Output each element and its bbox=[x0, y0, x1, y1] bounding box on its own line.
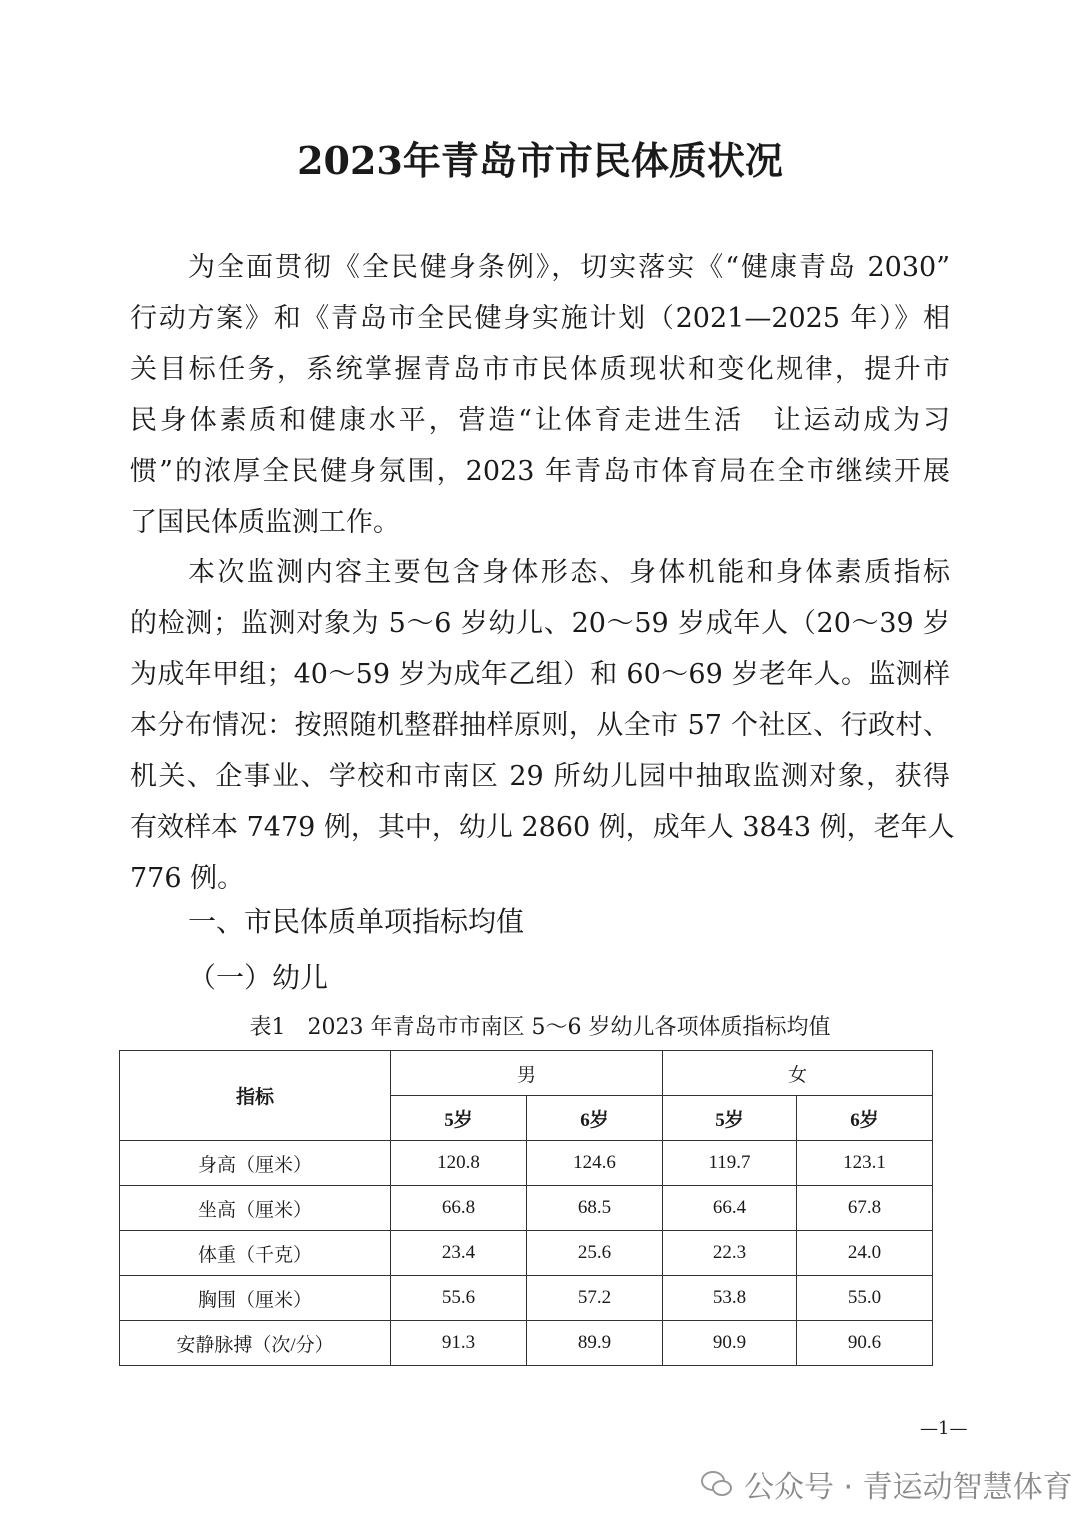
row-label: 坐高（厘米） bbox=[120, 1186, 391, 1231]
document-title: 2023年青岛市市民体质状况 bbox=[297, 138, 783, 183]
text-line: 776 例。 bbox=[130, 863, 245, 894]
cell-value: 25.6 bbox=[527, 1231, 663, 1276]
wechat-icon bbox=[700, 1469, 734, 1499]
section-heading: 一、市民体质单项指标均值 bbox=[188, 905, 525, 938]
page-number: —1— bbox=[920, 1418, 968, 1439]
text-line: 为成年甲组；40～59 岁为成年乙组）和 60～69 岁老年人。监测样 bbox=[130, 659, 950, 690]
cell-value: 119.7 bbox=[663, 1141, 797, 1186]
header-age: 5岁 bbox=[663, 1096, 797, 1141]
table-row bbox=[120, 1321, 933, 1366]
row-label: 胸围（厘米） bbox=[120, 1276, 391, 1321]
cell-value: 53.8 bbox=[663, 1276, 797, 1321]
row-label: 安静脉搏（次/分） bbox=[120, 1321, 391, 1366]
cell-value: 68.5 bbox=[527, 1186, 663, 1231]
cell-value: 67.8 bbox=[796, 1186, 932, 1231]
text-line: 行动方案》和《青岛市全民健身实施计划（2021—2025 年）》相 bbox=[130, 303, 950, 334]
cell-value: 90.6 bbox=[796, 1321, 932, 1366]
text-line: 为全面贯彻《全民健身条例》，切实落实《“健康青岛 2030” bbox=[188, 252, 950, 283]
table-row bbox=[120, 1276, 933, 1321]
table-row bbox=[120, 1186, 933, 1231]
text-line: 的检测；监测对象为 5～6 岁幼儿、20～59 岁成年人（20～39 岁 bbox=[130, 608, 950, 639]
watermark bbox=[700, 1462, 1073, 1506]
header-age: 6岁 bbox=[527, 1096, 663, 1141]
header-indicator: 指标 bbox=[120, 1051, 391, 1141]
cell-value: 55.6 bbox=[391, 1276, 527, 1321]
text-line: 本分布情况：按照随机整群抽样原则，从全市 57 个社区、行政村、 bbox=[130, 710, 950, 741]
cell-value: 66.4 bbox=[663, 1186, 797, 1231]
text-line: 有效样本 7479 例，其中，幼儿 2860 例，成年人 3843 例，老年人 bbox=[130, 812, 955, 843]
text-line: 机关、企事业、学校和市南区 29 所幼儿园中抽取监测对象，获得 bbox=[130, 761, 950, 792]
header-age: 6岁 bbox=[796, 1096, 932, 1141]
row-label: 体重（千克） bbox=[120, 1231, 391, 1276]
cell-value: 123.1 bbox=[796, 1141, 932, 1186]
cell-value: 66.8 bbox=[391, 1186, 527, 1231]
cell-value: 24.0 bbox=[796, 1231, 932, 1276]
table-caption: 表1 2023 年青岛市市南区 5～6 岁幼儿各项体质指标均值 bbox=[249, 1015, 831, 1040]
cell-value: 22.3 bbox=[663, 1231, 797, 1276]
watermark-text: 公众号 · 青运动智慧体育 bbox=[744, 1470, 1073, 1505]
cell-value: 57.2 bbox=[527, 1276, 663, 1321]
indicator-table bbox=[119, 1050, 933, 1366]
cell-value: 89.9 bbox=[527, 1321, 663, 1366]
cell-value: 90.9 bbox=[663, 1321, 797, 1366]
header-male: 男 bbox=[391, 1051, 663, 1096]
cell-value: 91.3 bbox=[391, 1321, 527, 1366]
text-line: 惯”的浓厚全民健身氛围，2023 年青岛市体育局在全市继续开展 bbox=[130, 456, 950, 487]
table-row bbox=[120, 1141, 933, 1186]
cell-value: 23.4 bbox=[391, 1231, 527, 1276]
text-line: 本次监测内容主要包含身体形态、身体机能和身体素质指标 bbox=[188, 557, 950, 588]
text-line: 了国民体质监测工作。 bbox=[130, 507, 400, 538]
text-line: 民身体素质和健康水平，营造“让体育走进生活 让运动成为习 bbox=[130, 405, 950, 436]
cell-value: 124.6 bbox=[527, 1141, 663, 1186]
table-row bbox=[120, 1231, 933, 1276]
text-line: 关目标任务，系统掌握青岛市市民体质现状和变化规律，提升市 bbox=[130, 354, 950, 385]
subsection-heading: （一）幼儿 bbox=[188, 961, 329, 994]
cell-value: 120.8 bbox=[391, 1141, 527, 1186]
cell-value: 55.0 bbox=[796, 1276, 932, 1321]
row-label: 身高（厘米） bbox=[120, 1141, 391, 1186]
header-female: 女 bbox=[663, 1051, 933, 1096]
header-age: 5岁 bbox=[391, 1096, 527, 1141]
